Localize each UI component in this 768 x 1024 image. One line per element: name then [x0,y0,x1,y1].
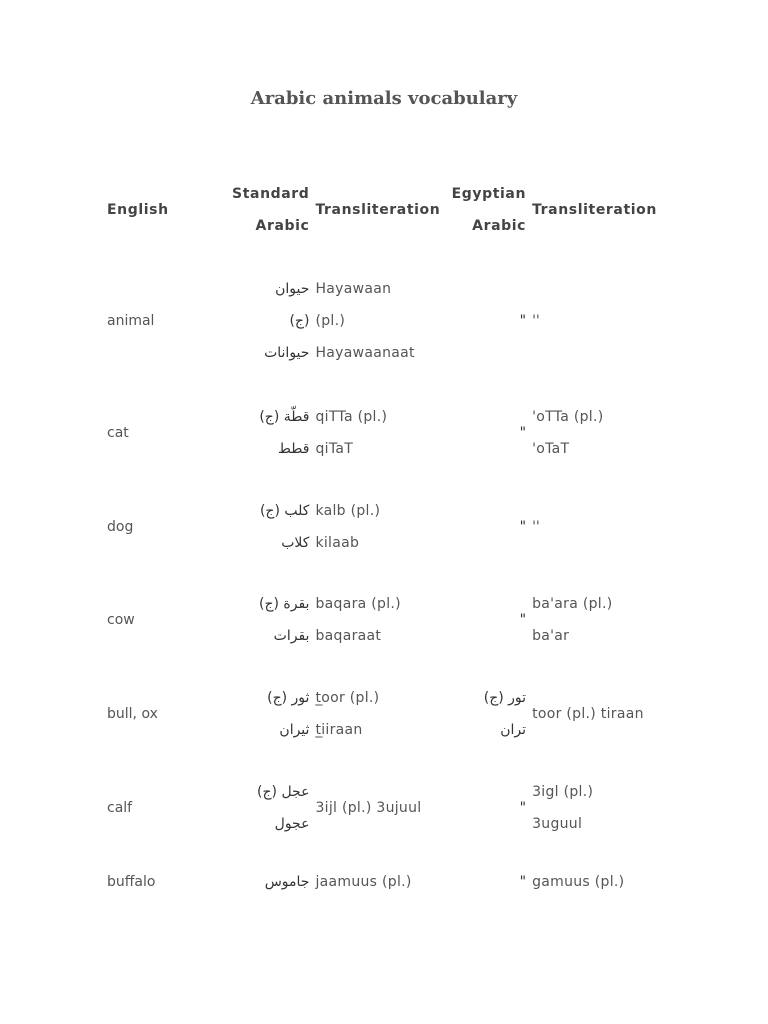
table-row [104,482,664,572]
table-row [104,856,664,908]
english-cell: buffalo [107,874,156,890]
header-egyptian-arabic: Egyptian Arabic [451,186,527,234]
english-cell: calf [107,800,133,816]
standard-arabic-cell: ثور (ج) ثيران [267,690,310,738]
egyptian-arabic-cell: " [519,800,527,816]
header-standard-arabic: Standard Arabic [232,186,310,234]
transliteration-2-cell: gamuus (pl.) [532,874,625,890]
header-english: English [107,202,169,218]
header-transliteration-2: Transliteration [532,202,657,218]
standard-arabic-cell: جاموس [264,874,310,890]
transliteration-cell: t̲oor (pl.) t̲iiraan [315,690,380,738]
transliteration-2-cell: 'oTTa (pl.) 'oTaT [532,409,604,457]
english-cell: animal [107,313,155,329]
transliteration-2-cell: '' [532,519,540,535]
egyptian-arabic-cell: " [519,519,527,535]
transliteration-cell: Hayawaan (pl.) Hayawaanaat [315,281,415,361]
egyptian-arabic-cell: " [519,425,527,441]
english-cell: dog [107,519,134,535]
table-row [104,572,664,668]
egyptian-arabic-cell: " [519,874,527,890]
transliteration-2-cell: 3igl (pl.) 3uguul [532,784,594,832]
header-transliteration: Transliteration [315,202,441,218]
egyptian-arabic-cell: " [519,612,527,628]
page-title: Arabic animals vocabulary [250,88,518,109]
english-cell: cow [107,612,135,628]
transliteration-cell: baqara (pl.) baqaraat [315,596,401,644]
transliteration-2-cell: '' [532,313,540,329]
transliteration-2-cell: ba'ara (pl.) ba'ar [532,596,613,644]
transliteration-2-cell: toor (pl.) tiraan [532,706,644,722]
transliteration-cell: 3ijl (pl.) 3ujuul [315,800,422,816]
table-row [104,760,664,856]
egyptian-arabic-cell: تور (ج) تران [483,690,527,738]
table-row [104,258,664,384]
standard-arabic-cell: حيوان (ج) حيوانات [264,281,310,361]
english-cell: cat [107,425,129,441]
table-row [104,668,664,760]
standard-arabic-cell: كلب (ج) كلاب [259,503,310,551]
english-cell: bull, ox [107,706,158,722]
standard-arabic-cell: عجل (ج) عجول [257,784,310,832]
egyptian-arabic-cell: " [519,313,527,329]
transliteration-cell: kalb (pl.) kilaab [315,503,381,551]
table-row [104,384,664,482]
vocabulary-table [104,162,664,908]
standard-arabic-cell: قطّة (ج) قطط [259,409,310,457]
transliteration-cell: jaamuus (pl.) [315,874,412,890]
transliteration-cell: qiTTa (pl.) qiTaT [315,409,388,457]
table-header-row [104,162,664,258]
standard-arabic-cell: بقرة (ج) بقرات [258,596,310,644]
